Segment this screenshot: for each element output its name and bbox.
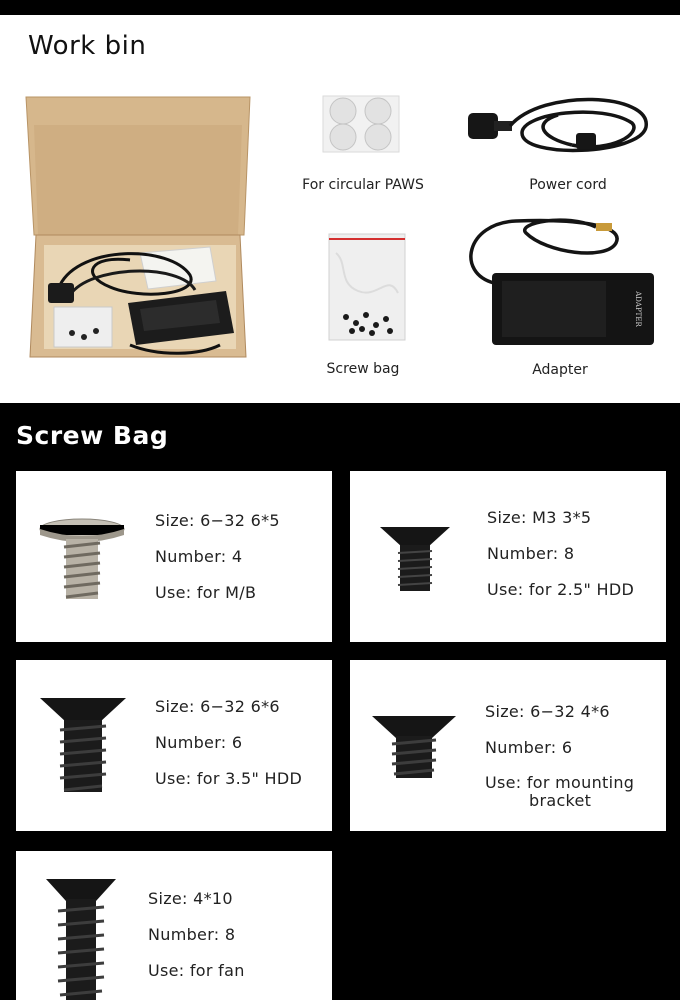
card-3-use: Use: for 3.5" HDD — [155, 769, 303, 788]
screw-card-1 — [16, 471, 332, 642]
card-5-number: Number: 8 — [148, 925, 236, 944]
card-4-size: Size: 6−32 4*6 — [485, 702, 610, 721]
screw-card-2 — [350, 471, 666, 642]
card-3-number: Number: 6 — [155, 733, 243, 752]
card-5-use: Use: for fan — [148, 961, 245, 980]
black-screw-icon — [378, 523, 452, 599]
adapter-image — [456, 213, 658, 349]
paws-image — [322, 95, 400, 153]
card-1-size: Size: 6−32 6*5 — [155, 511, 280, 530]
card-4-use-line-2: bracket — [529, 791, 592, 810]
card-2-number: Number: 8 — [487, 544, 575, 563]
paws-caption: For circular PAWS — [302, 177, 424, 193]
screw-card-3 — [16, 660, 332, 831]
card-5-size: Size: 4*10 — [148, 889, 233, 908]
screw-bag-caption: Screw bag — [326, 361, 400, 377]
card-2-size: Size: M3 3*5 — [487, 508, 592, 527]
card-4-use — [485, 774, 634, 810]
silver-screw-icon — [38, 515, 126, 607]
black-screw-icon — [38, 696, 128, 800]
card-1-number: Number: 4 — [155, 547, 243, 566]
power-cord-caption: Power cord — [529, 177, 607, 193]
card-4-use-line-1: Use: for mounting — [485, 773, 635, 792]
screw-card-4 — [350, 660, 666, 831]
card-2-use: Use: for 2.5" HDD — [487, 580, 635, 599]
screw-bag-image — [328, 233, 406, 341]
work-bin-section — [0, 15, 680, 403]
card-3-size: Size: 6−32 6*6 — [155, 697, 280, 716]
black-screw-icon — [370, 712, 458, 786]
adapter-label: ADAPTER — [634, 291, 642, 327]
top-strip — [0, 0, 680, 15]
box-image — [20, 95, 256, 363]
card-1-use: Use: for M/B — [155, 583, 257, 602]
adapter-caption: Adapter — [532, 362, 588, 378]
screw-bag-title: Screw Bag — [16, 421, 169, 450]
work-bin-title: Work bin — [28, 31, 147, 61]
screw-card-5 — [16, 851, 332, 1000]
black-screw-icon — [44, 877, 118, 1000]
power-cord-image — [462, 93, 654, 161]
card-4-number: Number: 6 — [485, 738, 573, 757]
